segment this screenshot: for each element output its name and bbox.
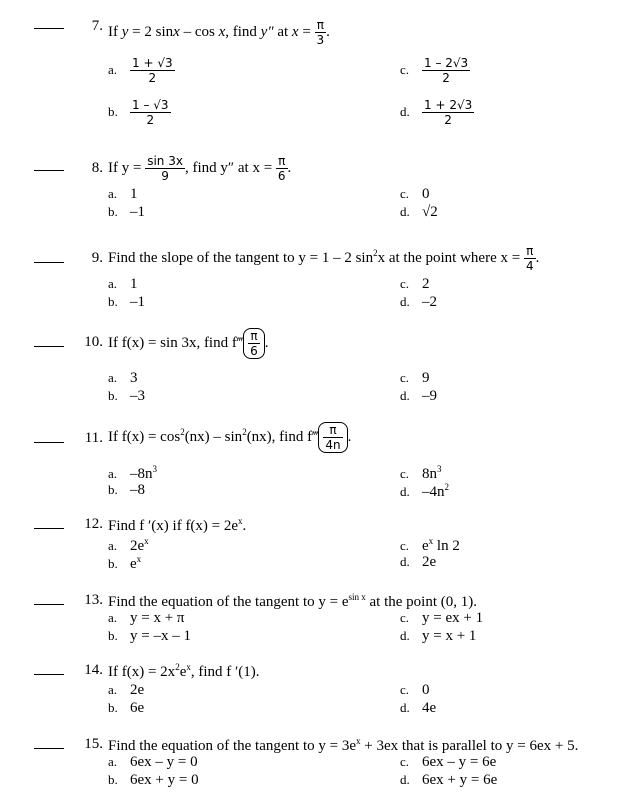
question-number: 7.: [91, 18, 103, 34]
question-number: 8.: [91, 160, 103, 176]
answer-blank[interactable]: [34, 170, 64, 171]
option-a[interactable]: a. $\frac{1 + √3}{2}$: [108, 56, 173, 85]
option-c[interactable]: c. 2: [400, 276, 430, 292]
question-number: 10.: [84, 334, 103, 350]
question-number: 11.: [84, 430, 103, 446]
option-c[interactable]: c. $\frac{1 - 2√3}{2}$: [400, 56, 469, 85]
question-number: 13.: [84, 592, 103, 608]
fraction: $\frac{\pi}{6}$: [250, 329, 258, 358]
option-a[interactable]: a. $-8n^3$: [108, 464, 157, 482]
question-stem: Find the equation of the tangent to $y = 3e^x + 3ex$ that is parallel to y = 6ex + 5.: [108, 736, 579, 754]
option-c[interactable]: c. y = ex + 1: [400, 610, 484, 626]
answer-blank[interactable]: [34, 28, 64, 29]
option-b[interactable]: b. –1: [108, 294, 145, 310]
option-b[interactable]: b. –3: [108, 388, 145, 404]
option-d[interactable]: d. –9: [400, 388, 437, 404]
option-a[interactable]: a. 1: [108, 186, 138, 202]
question-stem: Find the slope of the tangent to y = 1 – 2 $\sin^2x$ at the point where x = $\frac{\pi}{4}$ .: [108, 244, 540, 273]
option-d[interactable]: d. $\frac{1 + 2√3}{2}$: [400, 98, 473, 127]
option-c[interactable]: c. 6ex – y = 6e: [400, 754, 497, 770]
fraction: $\frac{\pi}{4n}$: [325, 423, 341, 452]
option-b[interactable]: b. y = –x – 1: [108, 628, 191, 644]
question-stem: Find the equation of the tangent to $y = e^{sin x}$ at the point (0, 1).: [108, 592, 477, 610]
option-c[interactable]: c. 0: [400, 682, 430, 698]
answer-blank[interactable]: [34, 604, 64, 605]
option-a[interactable]: a. $2e^x$: [108, 536, 149, 554]
option-d[interactable]: d. √2: [400, 204, 438, 220]
fraction: $\frac{\sin 3x}{9}$: [147, 154, 183, 183]
option-d[interactable]: d. y = x + 1: [400, 628, 477, 644]
option-c[interactable]: c. 9: [400, 370, 430, 386]
option-a[interactable]: a. y = x + π: [108, 610, 185, 626]
question-number: 15.: [84, 736, 103, 752]
answer-blank[interactable]: [34, 346, 64, 347]
option-c[interactable]: c. $8n^3$: [400, 464, 442, 482]
option-d[interactable]: d. 2e: [400, 554, 437, 570]
option-d[interactable]: d. 4e: [400, 700, 437, 716]
question-stem: If y = 2 sinx – cos x, find y″ at x = $\frac{\pi}{3}$ .: [108, 18, 330, 47]
answer-blank[interactable]: [34, 442, 64, 443]
option-b[interactable]: b. –1: [108, 204, 145, 220]
option-a[interactable]: a. 2e: [108, 682, 145, 698]
answer-blank[interactable]: [34, 262, 64, 263]
answer-blank[interactable]: [34, 748, 64, 749]
option-a[interactable]: a. 6ex – y = 0: [108, 754, 198, 770]
question-number: 9.: [91, 250, 103, 266]
question-stem: If $f(x) = 2x^2e^x$, find f ′(1).: [108, 662, 260, 680]
question-number: 12.: [84, 516, 103, 532]
option-a[interactable]: a. 1: [108, 276, 138, 292]
option-b[interactable]: b. –8: [108, 482, 145, 498]
question-stem: If f(x) = sin 3x, find f‴ $\frac{\pi}{6}$ .: [108, 329, 269, 358]
option-d[interactable]: d. $-4n^2$: [400, 482, 449, 500]
answer-blank[interactable]: [34, 674, 64, 675]
option-d[interactable]: d. 6ex + y = 6e: [400, 772, 498, 788]
option-d[interactable]: d. –2: [400, 294, 437, 310]
option-b[interactable]: b. $e^x$: [108, 554, 142, 572]
option-a[interactable]: a. 3: [108, 370, 138, 386]
option-c[interactable]: c. 0: [400, 186, 430, 202]
option-b[interactable]: b. $\frac{1 - √3}{2}$: [108, 98, 169, 127]
answer-blank[interactable]: [34, 528, 64, 529]
question-stem: If y = $\frac{\sin 3x}{9}$ , find y″ at x = $\frac{\pi}{6}$ .: [108, 154, 292, 183]
fraction: $\frac{\pi}{6}$: [277, 154, 286, 183]
option-c[interactable]: c. $e^x$ ln 2: [400, 536, 460, 554]
question-stem: If $f(x) = \cos^2(nx) - \sin^2(nx)$, find f‴ $\frac{\pi}{4n}$ .: [108, 423, 352, 452]
question-stem: Find f ′(x) if $f(x) = 2e^x$.: [108, 516, 247, 534]
option-b[interactable]: b. 6e: [108, 700, 145, 716]
fraction: $\frac{\pi}{3}$: [316, 18, 325, 47]
option-b[interactable]: b. 6ex + y = 0: [108, 772, 199, 788]
question-number: 14.: [84, 662, 103, 678]
fraction: $\frac{\pi}{4}$: [525, 244, 534, 273]
